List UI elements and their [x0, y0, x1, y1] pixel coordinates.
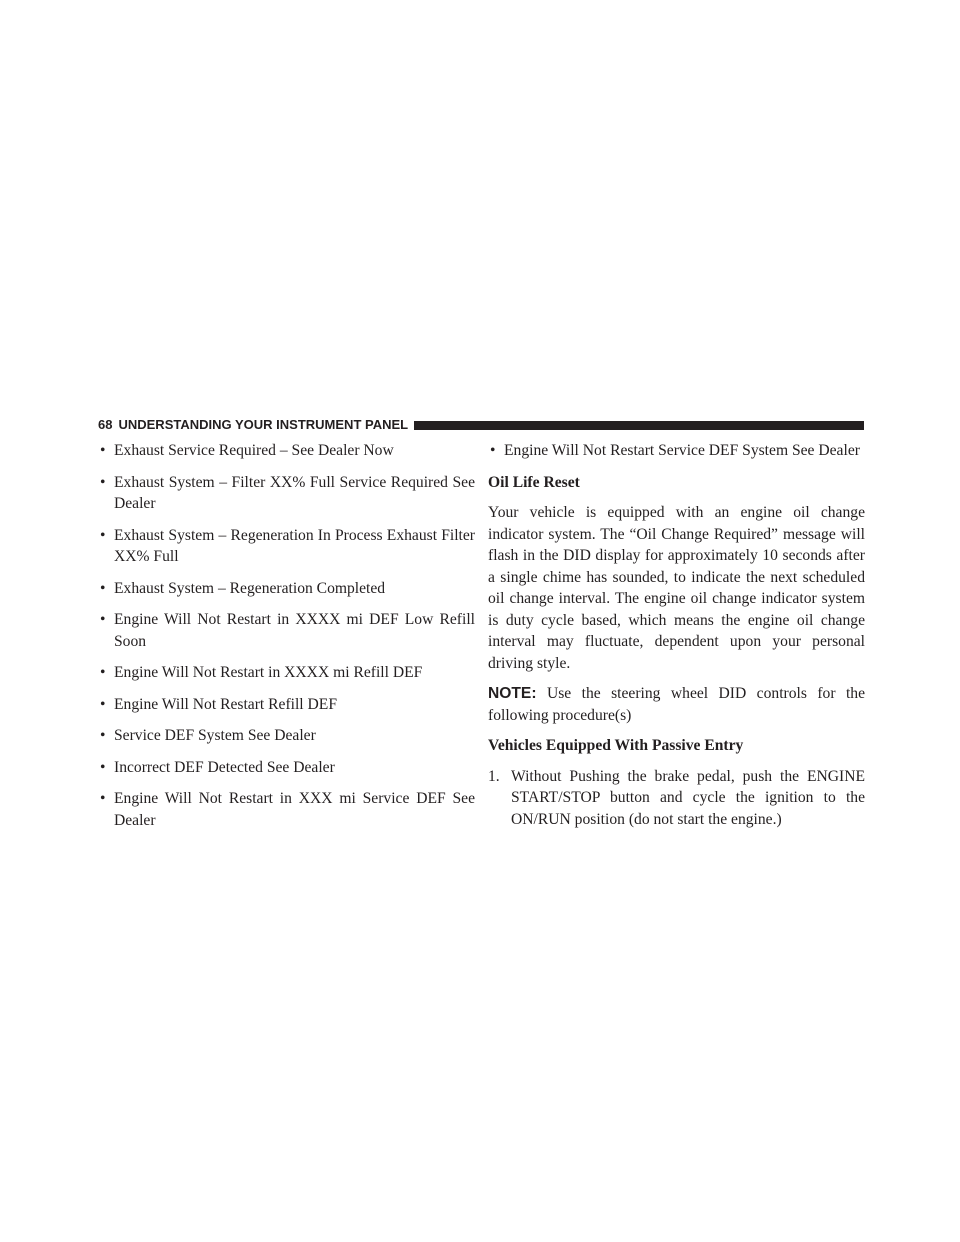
step-number: 1. — [488, 767, 500, 785]
message-list — [98, 440, 475, 831]
subheading: Vehicles Equipped With Passive Entry — [488, 737, 744, 754]
list-item — [98, 472, 475, 515]
list-item-text: Exhaust Service Required – See Dealer Now — [114, 442, 394, 459]
bullet-icon: • — [490, 442, 496, 459]
note — [488, 683, 865, 726]
bullet-icon: • — [100, 526, 106, 544]
list-item — [98, 440, 475, 462]
page-header — [98, 417, 864, 431]
message-list-continued — [488, 440, 865, 462]
step-text: Without Pushing the brake pedal, push the ENGINE START/STOP button and cycle the ignition to the ON/RUN position (do not start the engine.) — [511, 767, 865, 828]
list-item — [98, 662, 475, 684]
note-text: Use the steering wheel DID controls for the following procedure(s) — [488, 685, 866, 724]
note-label: NOTE: — [488, 685, 537, 702]
bullet-icon: • — [100, 790, 106, 807]
bullet-icon: • — [100, 442, 106, 459]
bullet-icon: • — [100, 473, 106, 491]
list-item — [488, 440, 865, 462]
list-item-text: Engine Will Not Restart in XXX mi Service DEF See Dealer — [114, 790, 475, 829]
list-item — [98, 725, 475, 747]
bullet-icon: • — [100, 611, 106, 628]
list-item-text: Exhaust System – Filter XX% Full Service Required See Dealer — [114, 473, 475, 512]
list-item — [98, 788, 475, 831]
list-item-text: Incorrect DEF Detected See Dealer — [114, 758, 335, 776]
bullet-icon: • — [100, 579, 106, 597]
bullet-icon: • — [100, 727, 106, 744]
list-item — [98, 694, 475, 716]
list-item-text: Service DEF System See Dealer — [114, 727, 316, 744]
header-rule — [408, 421, 864, 430]
list-item-text: Engine Will Not Restart in XXXX mi DEF Low Refill Soon — [114, 611, 475, 650]
list-item-text: Exhaust System – Regeneration In Process Exhaust Filter XX% Full — [114, 526, 475, 565]
right-column — [488, 440, 865, 830]
section-heading: Oil Life Reset — [488, 473, 580, 491]
page-number: 68 — [98, 417, 113, 432]
procedure-step — [488, 766, 865, 831]
left-column — [98, 440, 475, 841]
bullet-icon: • — [100, 664, 106, 681]
list-item-text: Exhaust System – Regeneration Completed — [114, 579, 386, 597]
header-text — [98, 417, 414, 433]
list-item — [98, 609, 475, 652]
bullet-icon: • — [100, 695, 106, 713]
list-item — [98, 525, 475, 568]
list-item — [98, 757, 475, 779]
list-item-text: Engine Will Not Restart in XXXX mi Refill DEF — [114, 664, 423, 681]
bullet-icon: • — [100, 758, 106, 776]
section-title: UNDERSTANDING YOUR INSTRUMENT PANEL — [118, 417, 409, 432]
list-item-text: Engine Will Not Restart Refill DEF — [114, 695, 338, 713]
list-item-text: Engine Will Not Restart Service DEF System See Dealer — [504, 442, 860, 459]
list-item — [98, 578, 475, 600]
body-paragraph: Your vehicle is equipped with an engine oil change indicator system. The “Oil Change Required” message will flash in the DID display for approximately 10 seconds after a single chime has sounded, to indicate the next scheduled oil change interval. The engine oil change indicator system is duty cycle based, which means the engine oil change interval may fluctuate, dependent upon your personal driving style. — [488, 504, 865, 672]
